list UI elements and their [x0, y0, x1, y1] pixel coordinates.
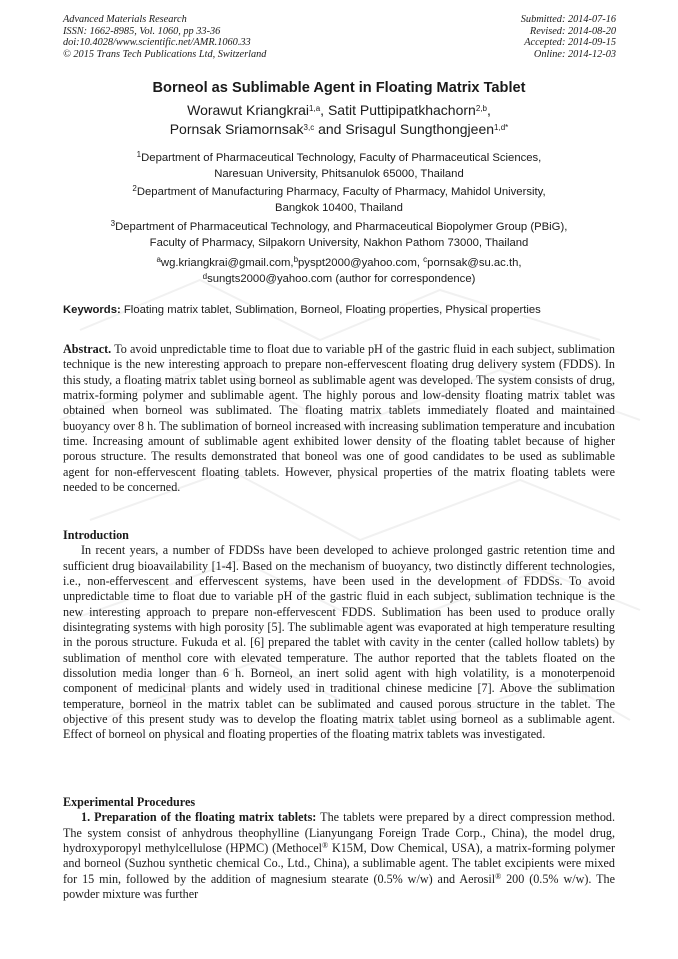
journal-doi[interactable]: doi:10.4028/www.scientific.net/AMR.1060.33	[63, 37, 251, 49]
author-name: Pornsak Sriamornsak	[169, 121, 304, 137]
author-name: Srisagul Sungthongjeen	[345, 121, 495, 137]
affiliation-text: Faculty of Pharmacy, Silpakorn University, Nakhon Pathom 73000, Thailand	[149, 237, 529, 250]
keywords-text: Floating matrix tablet, Sublimation, Borneol, Floating properties, Physical properties	[120, 304, 541, 316]
introduction-section	[63, 528, 615, 743]
email-mark: b	[293, 255, 299, 265]
email-address[interactable]: wg.kriangkrai@gmail.com,	[160, 257, 294, 269]
affiliation-2	[60, 184, 618, 216]
affiliation-number: 3	[110, 219, 116, 229]
paper-title: Borneol as Sublimable Agent in Floating Matrix Tablet	[152, 80, 526, 96]
affiliation-text: Department of Pharmaceutical Technology, and Pharmaceutical Biopolymer Group (PBiG),	[115, 221, 568, 233]
journal-info	[63, 14, 266, 60]
subsection-label: 1. Preparation of the floating matrix tablets:	[81, 810, 317, 825]
email-mark: a	[156, 255, 161, 265]
introduction-text: In recent years, a number of FDDSs have been developed to achieve prolonged gastric retention time and sufficient drug bioavailability [1-4]. Based on the mechanism of buoyancy, two distinctly different technologies, i.e., non-effervescent and effervescent systems, have been used in the development of FDDSs. To avoid unpredictable time to float due to variable pH of the gastric fluid in each subject, sublimation technique is the new interesting approach to prepare non-effervescent FDDS. Sublimation has been used to produce orally disintegrating systems with high porosity [5]. The sublimable agent was evaporated at high temperature resulting in the porous structure. Fukuda et al. [6] prepared the tablet with cavity in the center (called hollow tablets) by sublimation of menthol core with elevated temperature. The author reported that the tablets floated on the dissolution media longer than 6 h. Borneol, an inert solid agent with high volatility, is a monoterpenoid component of medicinal plants and widely used in traditional chinese medicine [7]. Above the sublimation temperature, borneol in the matrix tablet can be sublimated and caused porous structure in the tablet. The objective of this present study was to develop the floating matrix tablet using borneol as a sublimable agent. Effect of borneol on physical and floating properties of the floating matrix tablets was investigated.	[63, 543, 615, 742]
affiliation-3	[60, 219, 618, 251]
article-dates	[521, 14, 616, 60]
author-emails	[60, 255, 618, 287]
journal-name: Advanced Materials Research	[63, 14, 187, 25]
author-line-1: Worawut Kriangkrai$^{1,a}$, Satit Puttipipatkhachorn$^{2,b}$,	[187, 102, 491, 118]
author-affiliation-mark: 1,d*	[494, 123, 509, 133]
affiliation-number: 1	[136, 150, 142, 160]
author-name: Worawut Kriangkrai	[187, 102, 310, 118]
keywords	[63, 304, 623, 316]
date-accepted: Accepted: 2014-09-15	[524, 37, 616, 49]
author-conjunction: and	[314, 121, 346, 137]
author-name: Satit Puttipipatkhachorn	[327, 102, 476, 118]
author-affiliation-mark: 1,a	[309, 104, 321, 114]
author-line-2	[0, 120, 678, 139]
affiliation-text: Bangkok 10400, Thailand	[275, 202, 403, 215]
date-revised: Revised: 2014-08-20	[529, 25, 616, 37]
author-list	[0, 101, 678, 139]
journal-copyright: © 2015 Trans Tech Publications Ltd, Switzerland	[63, 48, 267, 60]
experimental-section	[63, 795, 615, 902]
date-online: Online: 2014-12-03	[533, 48, 616, 60]
author-affiliation-mark: 3,c	[303, 123, 315, 133]
author-affiliation-mark: 2,b	[475, 104, 487, 114]
affiliation-text: Department of Manufacturing Pharmacy, Faculty of Pharmacy, Mahidol University,	[136, 186, 546, 198]
affiliation-1	[60, 150, 618, 182]
experimental-text	[63, 810, 615, 902]
section-heading: Experimental Procedures	[63, 795, 196, 809]
paragraph-text: K15M, Dow Chemical, USA), a matrix-forming polymer and borneol (Suzhou synthetic chemical Co., Ltd., China), a sublimable agent. The tablet excipients were mixed for 15 min, followed by the addition of magnesium stearate (0.5% w/w) and Aerosil	[63, 841, 615, 886]
registered-mark: ®	[495, 872, 502, 882]
affiliation-text: Department of Pharmaceutical Technology, Faculty of Pharmaceutical Sciences,	[141, 152, 542, 164]
section-heading: Introduction	[63, 528, 129, 542]
abstract-label: Abstract.	[63, 342, 112, 356]
email-address[interactable]: pyspt2000@yahoo.com,	[298, 257, 424, 269]
paragraph-text: 200 (0.5% w/w). The powder mixture was further	[63, 871, 615, 902]
email-address[interactable]: pornsak@su.ac.th,	[427, 257, 522, 269]
email-mark: d	[202, 271, 208, 281]
journal-issn: ISSN: 1662-8985, Vol. 1060, pp 33-36	[63, 25, 221, 37]
keywords-label: Keywords:	[63, 304, 121, 316]
abstract	[63, 342, 615, 495]
email-mark: c	[423, 255, 428, 265]
date-submitted: Submitted: 2014-07-16	[520, 14, 616, 25]
paragraph-text: The tablets were prepared by a direct compression method. The system consist of anhydrous theophylline (Lianyungang Foreign Trade Corp., China), the model drug, hydroxyporopyl methylcellulose (HPMC) (Methocel	[63, 810, 615, 856]
email-address[interactable]: sungts2000@yahoo.com (author for correspondence)	[207, 273, 476, 286]
registered-mark: ®	[322, 841, 329, 851]
affiliation-text: Naresuan University, Phitsanulok 65000, Thailand	[214, 168, 464, 181]
affiliation-number: 2	[132, 184, 137, 194]
abstract-text: To avoid unpredictable time to float due to variable pH of the gastric fluid in each subject, sublimation technique is the new interesting approach to prepare non-effervescent floating drug delivery system (FDDS). In this study, a floating matrix tablet using borneol as sublimable agent was developed. The system consists of drug, matrix-forming polymer and sublimable agent. The highly porous and low-density floating matrix tablet was obtained when borneol was sublimated. The floating matrix tablets immediately floated and maintained buoyancy over 8 h. The sublimation of borneol increased with increasing sublimation temperature and incubation time. Increasing amount of sublimable agent exhibited lower density of the floating tablet because of higher porous structure. The results demonstrated that boneol was one of good candidates to be used as sublimable agent for non-effervescent floating tablets. However, physical properties of the matrix floating tablets were needed to be concerned.	[63, 342, 615, 495]
